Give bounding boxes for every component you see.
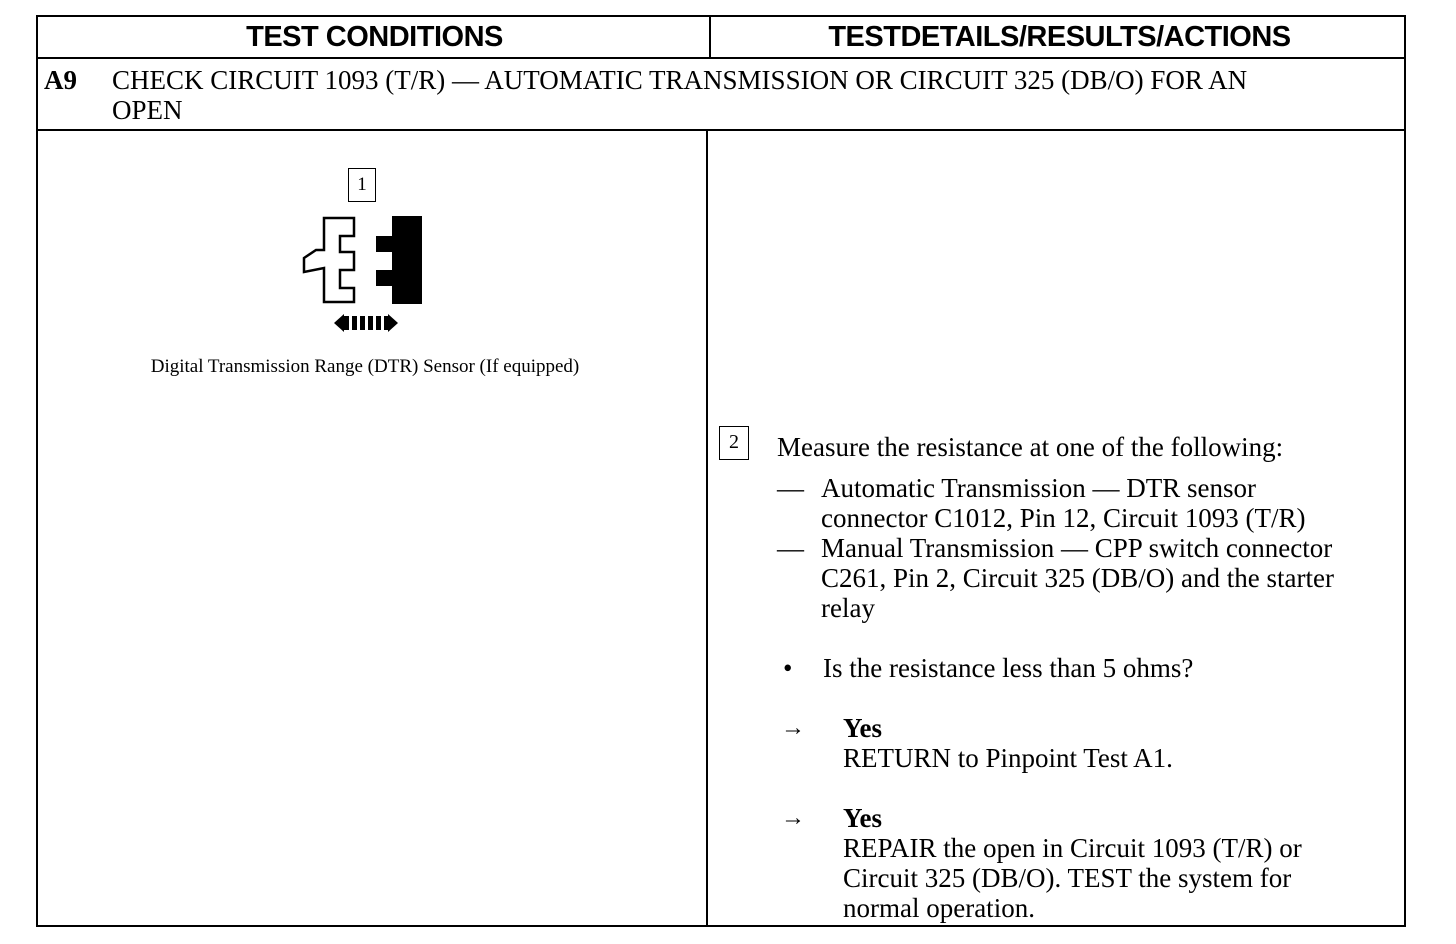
step-title-line-2: OPEN (112, 95, 183, 125)
list-item-line: Manual Transmission — CPP switch connector (821, 533, 1333, 563)
header-test-details: TESTDETAILS/RESULTS/ACTIONS (828, 21, 1291, 53)
list-item-line: C261, Pin 2, Circuit 325 (DB/O) and the starter (821, 563, 1334, 593)
list-item-automatic (821, 473, 1305, 533)
list-item-manual (821, 533, 1334, 623)
question-text: Is the resistance less than 5 ohms? (823, 653, 1194, 683)
dtr-connector-diagram (296, 210, 436, 340)
list-item-line: connector C1012, Pin 12, Circuit 1093 (T/R) (821, 503, 1306, 533)
result-2-line: Circuit 325 (DB/O). TEST the system for (843, 863, 1292, 893)
step-title-line-1: CHECK CIRCUIT 1093 (T/R) — AUTOMATIC TRANSMISSION OR CIRCUIT 325 (DB/O) FOR AN (112, 65, 1248, 95)
arrow-right-icon: → (781, 805, 805, 831)
result-2-label: Yes (843, 803, 882, 833)
right-connector-shape (376, 216, 422, 304)
test-table (36, 15, 1406, 927)
result-1-label: Yes (843, 713, 882, 743)
callout-box-1: 1 (348, 168, 376, 202)
left-connector-shape (304, 218, 354, 302)
bullet-icon: • (783, 653, 793, 683)
list-dash: — (777, 473, 804, 503)
arrow-right-icon: → (781, 715, 805, 741)
disconnect-arrow (334, 314, 398, 332)
column-divider (706, 129, 708, 927)
result-2-line: normal operation. (843, 893, 1035, 923)
step-id: A9 (44, 65, 77, 95)
title-rule (38, 129, 1404, 131)
header-divider (709, 17, 711, 57)
connector-disconnect-icon (296, 210, 436, 340)
list-item-line: Automatic Transmission — DTR sensor (821, 473, 1257, 503)
step-title (112, 65, 1392, 125)
result-2-line: REPAIR the open in Circuit 1093 (T/R) or (843, 833, 1302, 863)
instruction-text: Measure the resistance at one of the following: (777, 432, 1284, 462)
header-rule (38, 57, 1404, 59)
list-dash: — (777, 533, 804, 563)
header-test-conditions: TEST CONDITIONS (246, 21, 503, 53)
result-1-action: RETURN to Pinpoint Test A1. (843, 743, 1173, 773)
diagram-caption: Digital Transmission Range (DTR) Sensor (If equipped) (150, 356, 580, 377)
callout-box-2: 2 (719, 426, 749, 460)
list-item-line: relay (821, 593, 875, 623)
result-2-action (843, 833, 1302, 923)
